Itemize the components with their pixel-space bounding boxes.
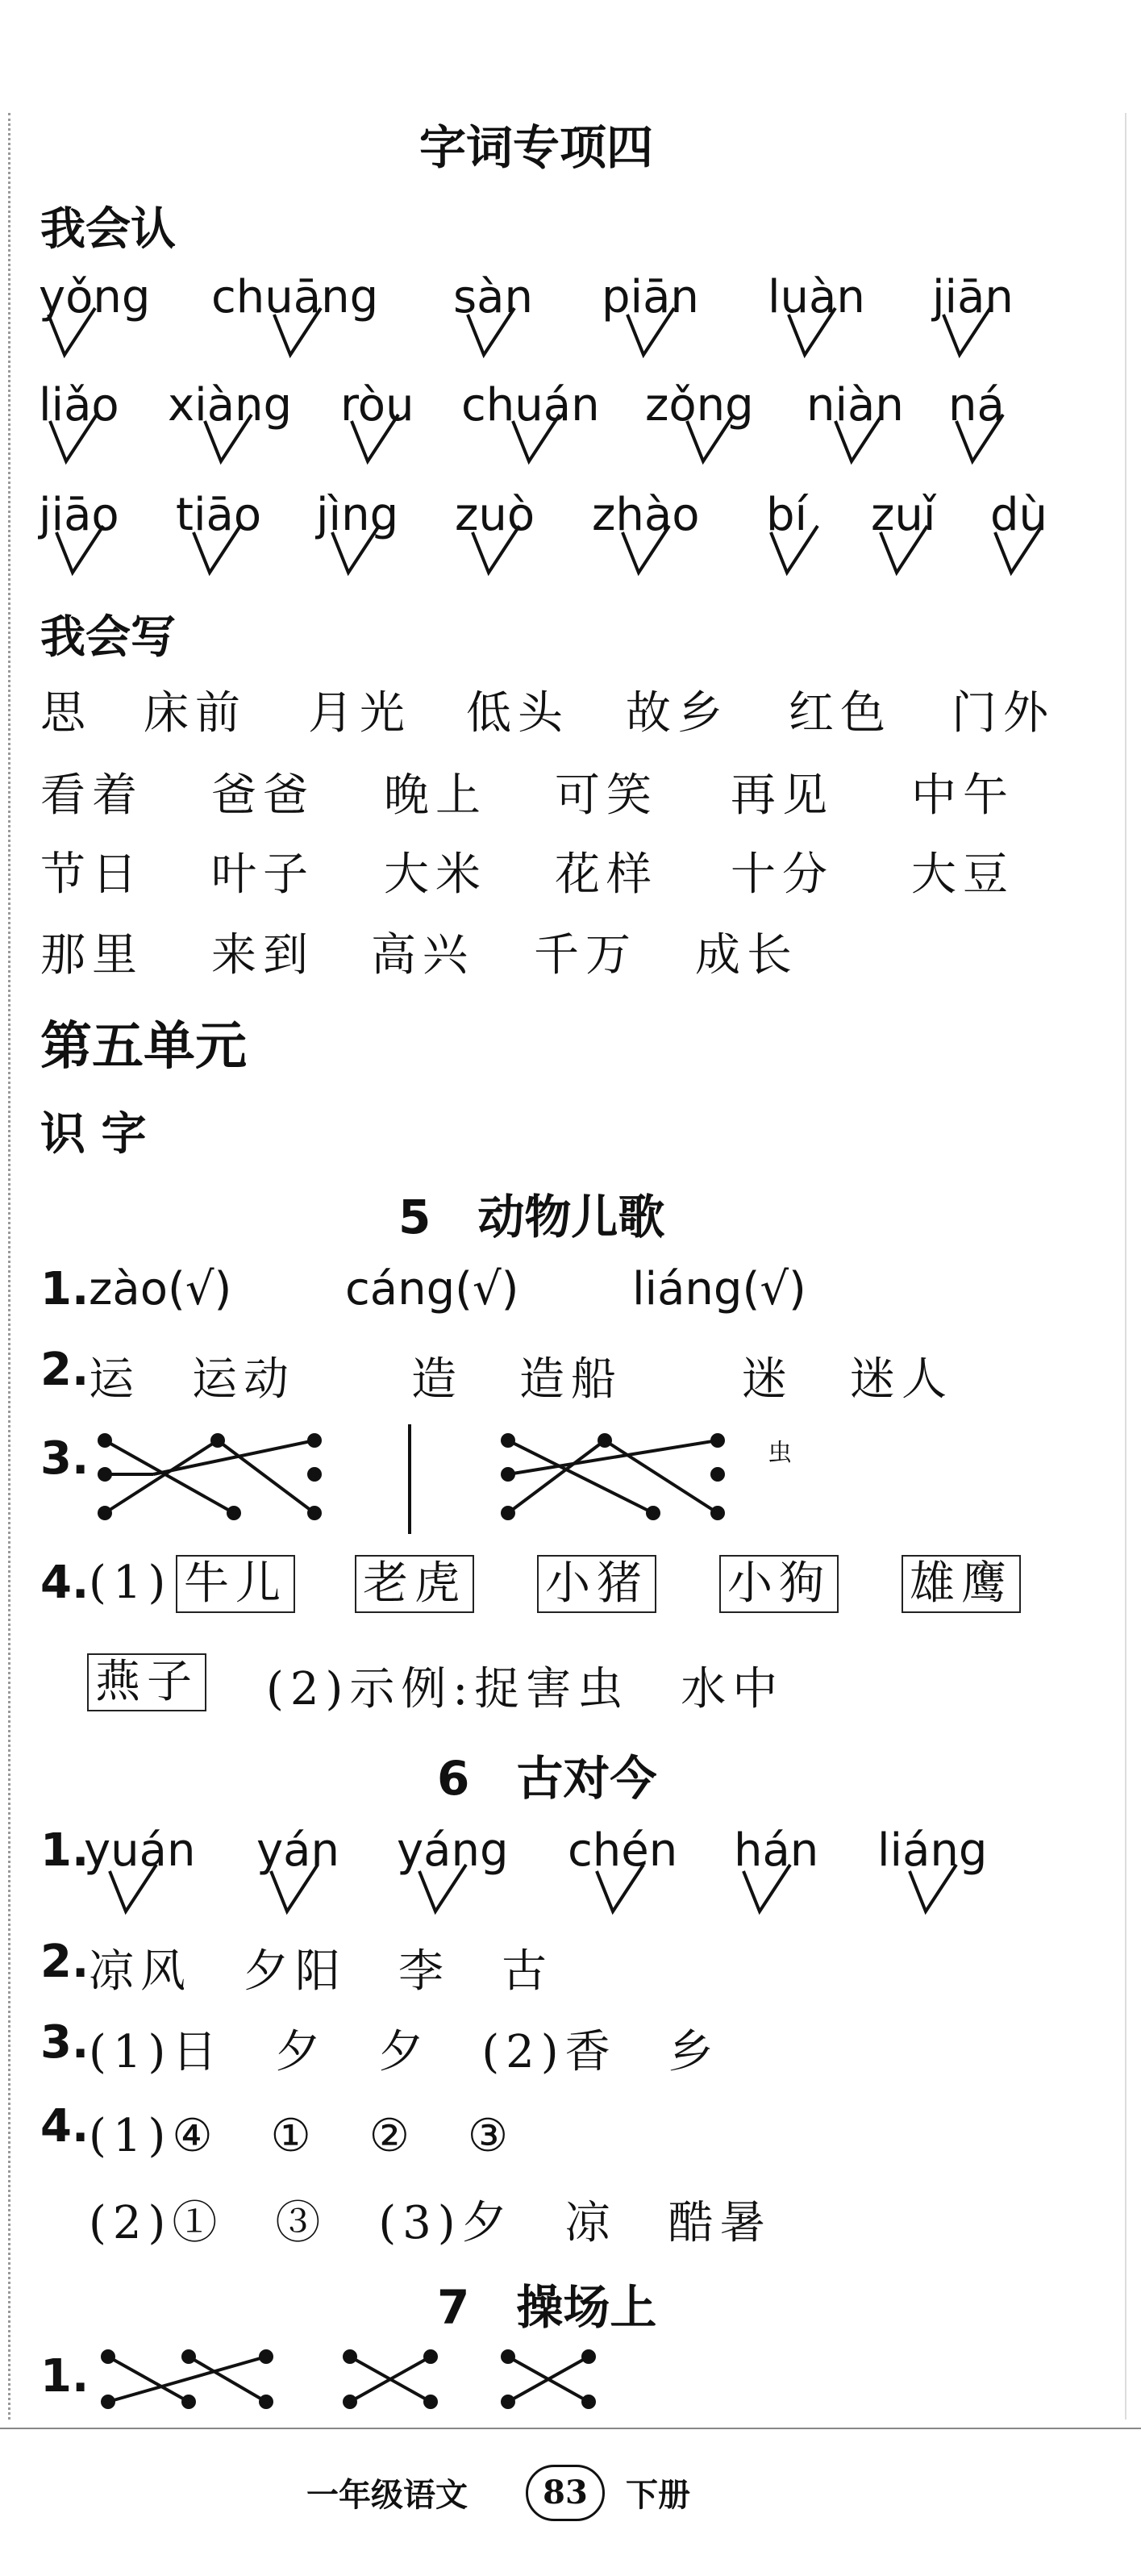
pinyin-item: yuán [84,1824,196,1877]
tick-mark [48,308,95,355]
write-word: 那里 [40,929,144,982]
pinyin-item: yǒng [39,271,151,323]
question-number: 2. [40,1344,90,1396]
tick-mark [910,1865,956,1911]
bug-glyph: 虫 [768,1439,792,1467]
write-word: 中午 [911,769,1014,822]
pinyin-item: jiāo [39,489,119,541]
tick-mark [597,1865,643,1911]
write-word: 成长 [695,929,798,982]
write-word: 叶子 [211,848,314,901]
footer-divider [0,2428,1141,2429]
tick-mark [835,415,882,461]
question-number: 2. [40,1936,90,1988]
pinyin-item: liǎo [39,379,119,431]
tick-marks-lesson6 [0,1863,1141,1928]
pinyin-item: yán [256,1824,339,1877]
tick-mark [995,526,1042,573]
tick-mark [271,1865,318,1911]
tick-mark [352,415,398,461]
write-word: 大米 [384,848,487,901]
tick-mark [743,1865,790,1911]
tick-mark [771,526,818,573]
tick-mark [194,526,240,573]
question-number: 4. [40,1557,90,1609]
write-word: 床前 [144,687,247,740]
pinyin-item: bí [766,489,808,541]
answer-line: (1)④ ① ② ③ [89,2110,515,2162]
write-word: 千万 [534,929,637,982]
answer-item: 造船 [519,1353,623,1406]
footer-volume: 下册 [626,2477,690,2514]
pinyin-item: dù [990,489,1048,541]
tick-mark [473,526,519,573]
pinyin-item: ná [948,379,1005,431]
write-word: 看着 [40,769,144,822]
pinyin-item: sàn [453,271,533,323]
answer-box: 老虎 [355,1555,474,1613]
tick-mark [332,526,379,573]
tick-mark [419,1865,466,1911]
write-word: 大豆 [911,848,1014,901]
write-word: 可笑 [555,769,658,822]
question-number: 1. [40,1263,90,1315]
question-number: 3. [40,2016,90,2069]
tick-mark [881,526,927,573]
answer-item: 迷人 [850,1353,953,1406]
matching-lines-lesson7 [89,2345,653,2418]
tick-mark [943,308,990,355]
write-word: 思 [40,687,92,740]
answer-box: 雄鹰 [902,1555,1021,1613]
page-title: 字词专项四 [419,120,654,175]
question-number: 1. [40,2350,90,2403]
unit-heading: 第五单元 [40,1017,247,1077]
footer-grade: 一年级语文 [306,2477,468,2514]
tick-mark [513,415,560,461]
answer-line: (2)① ③ (3)夕 凉 酷暑 [89,2197,772,2249]
answer-box: 小狗 [719,1555,839,1613]
sub-part-label: (1) [89,1557,173,1609]
answer-box: 牛儿 [176,1555,295,1613]
write-word: 爸爸 [211,769,314,822]
matching-lines-q3 [89,1424,734,1537]
pinyin-item: zuò [455,489,535,541]
tick-mark [789,308,835,355]
tick-mark [627,308,674,355]
write-word: 高兴 [371,929,474,982]
literacy-heading: 识 字 [40,1108,147,1161]
pinyin-item: piān [602,271,699,323]
answer-item: 运 [89,1353,140,1406]
answer-box: 燕子 [87,1653,206,1711]
tick-mark [623,526,669,573]
pinyin-item: jiān [932,271,1014,323]
tick-marks-row-2 [0,413,1141,477]
pinyin-item: luàn [768,271,865,323]
write-word: 来到 [211,929,314,982]
pinyin-item: hán [734,1824,819,1877]
example-answer: (2)示例:捉害虫 水中 [266,1663,785,1715]
answer-line: (1)日 夕 夕 (2)香 乡 [89,2026,720,2078]
write-word: 月光 [308,687,411,740]
write-word: 晚上 [384,769,487,822]
pinyin-item: yáng [397,1824,509,1877]
answer-item: cáng(√) [345,1263,519,1315]
write-word: 低头 [466,687,569,740]
write-word: 十分 [731,848,834,901]
question-number: 3. [40,1432,90,1485]
pinyin-item: tiāo [176,489,262,541]
pinyin-item: xiàng [168,379,293,431]
page-number: 83 [526,2465,605,2521]
pinyin-item: liáng [877,1824,988,1877]
answer-box: 小猪 [537,1555,656,1613]
question-number: 1. [40,1824,90,1877]
tick-mark [110,1865,156,1911]
answer-item: 造 [411,1353,463,1406]
answer-line: 凉风 夕阳 李 古 [89,1945,553,1998]
pinyin-item: jìng [316,489,399,541]
tick-mark [274,308,321,355]
tick-mark [956,415,1003,461]
tick-marks-row-1 [0,306,1141,371]
pinyin-item: niàn [806,379,904,431]
answer-item: 迷 [742,1353,793,1406]
pinyin-item: chuāng [211,271,379,323]
lesson-5-title: 5 动物儿歌 [398,1190,665,1244]
write-word: 再见 [731,769,834,822]
write-word: 节日 [40,848,144,901]
section-recognize: 我会认 [40,203,176,256]
pinyin-item: chén [568,1824,678,1877]
tick-mark [687,415,734,461]
section-write: 我会写 [40,611,176,664]
tick-mark [205,415,252,461]
tick-marks-row-3 [0,524,1141,589]
question-number: 4. [40,2100,90,2153]
write-word: 故乡 [626,687,729,740]
pinyin-item: ròu [340,379,414,431]
lesson-7-title: 7 操场上 [437,2280,657,2335]
tick-mark [56,526,103,573]
tick-mark [50,415,97,461]
pinyin-item: zuǐ [871,489,936,541]
pinyin-item: zhào [592,489,700,541]
pinyin-item: zǒng [645,379,754,431]
answer-item: zào(√) [89,1263,232,1315]
tick-mark [468,308,514,355]
write-word: 红色 [789,687,892,740]
answer-item: 运动 [192,1353,295,1406]
write-word: 花样 [555,848,658,901]
write-word: 门外 [952,687,1055,740]
answer-item: liáng(√) [632,1263,806,1315]
lesson-6-title: 6 古对今 [437,1751,657,1806]
pinyin-item: chuán [461,379,600,431]
